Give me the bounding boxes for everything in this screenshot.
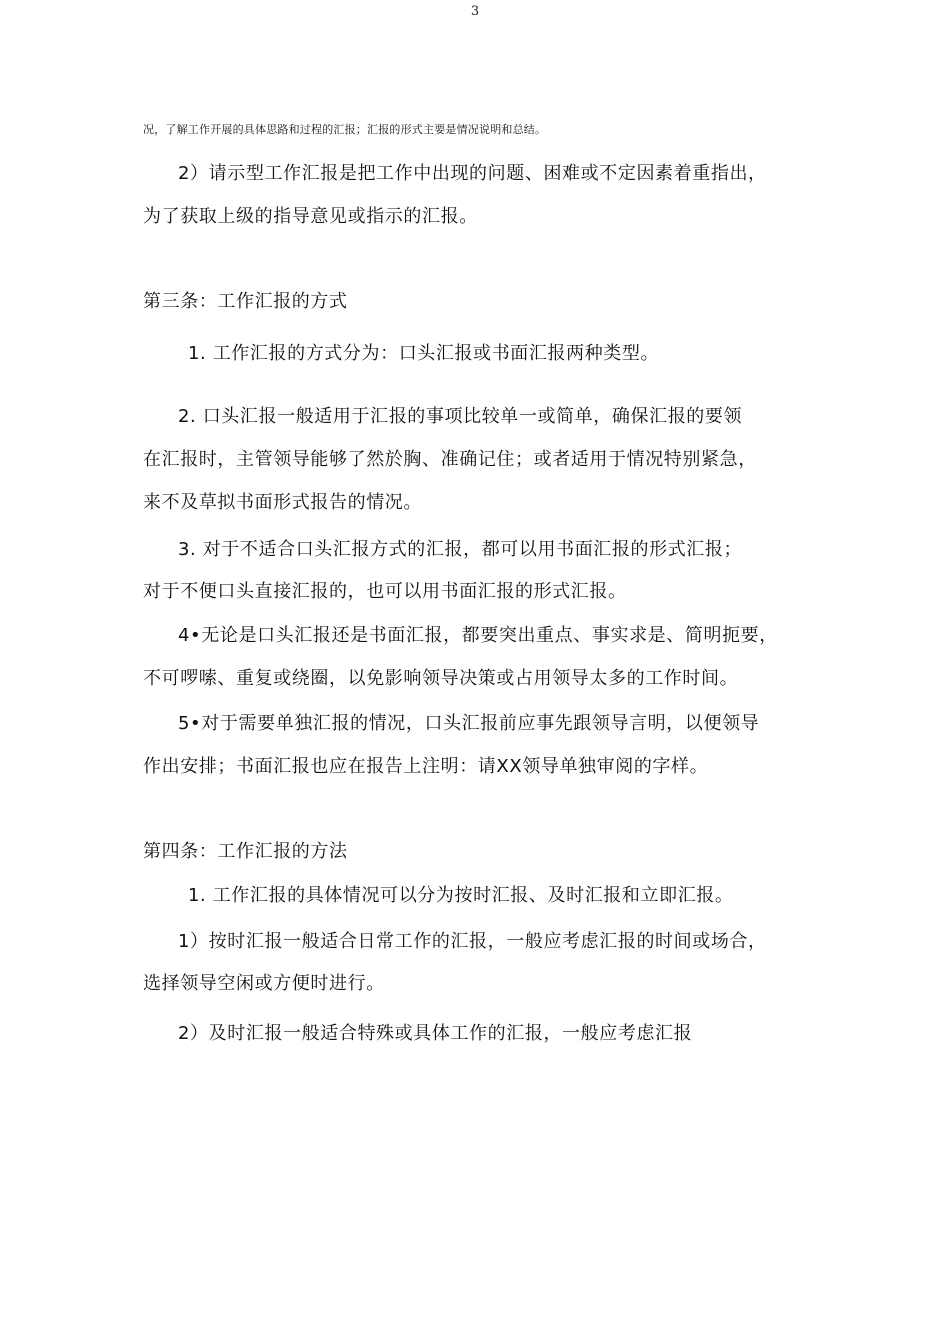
article-3-item-3-line-2: 对于不便口头直接汇报的，也可以用书面汇报的形式汇报。 <box>143 581 627 602</box>
page-number: 3 <box>470 4 480 19</box>
article-3-heading: 第三条：工作汇报的方式 <box>143 291 348 312</box>
article-4-sub-1-line-2: 选择领导空闲或方便时进行。 <box>143 973 385 994</box>
article-3-item-4-line-1: 4•无论是口头汇报还是书面汇报，都要突出重点、事实求是、简明扼要， <box>178 625 778 646</box>
article-3-item-2-line-1: 2. 口头汇报一般适用于汇报的事项比较单一或简单，确保汇报的要领 <box>178 406 743 427</box>
article-3-item-5-line-2: 作出安排；书面汇报也应在报告上注明：请XX领导单独审阅的字样。 <box>143 756 709 777</box>
article-3-item-3-line-1: 3. 对于不适合口头汇报方式的汇报，都可以用书面汇报的形式汇报； <box>178 539 743 560</box>
article-4-item-1: 1. 工作汇报的具体情况可以分为按时汇报、及时汇报和立即汇报。 <box>188 885 734 906</box>
article-4-heading: 第四条：工作汇报的方法 <box>143 841 348 862</box>
article-3-item-2-line-2: 在汇报时，主管领导能够了然於胸、准确记住；或者适用于情况特别紧急， <box>143 449 757 470</box>
article-3-item-1: 1. 工作汇报的方式分为：口头汇报或书面汇报两种类型。 <box>188 343 660 364</box>
paragraph-2-line-1: 2）请示型工作汇报是把工作中出现的问题、困难或不定因素着重指出， <box>178 163 767 184</box>
article-4-sub-2-line-1: 2）及时汇报一般适合特殊或具体工作的汇报，一般应考虑汇报 <box>178 1023 693 1044</box>
article-3-item-4-line-2: 不可啰嗦、重复或绕圈，以免影响领导决策或占用领导太多的工作时间。 <box>143 668 739 689</box>
article-3-item-5-line-1: 5•对于需要单独汇报的情况，口头汇报前应事先跟领导言明，以便领导 <box>178 713 760 734</box>
paragraph-2-line-2: 为了获取上级的指导意见或指示的汇报。 <box>143 206 478 227</box>
carryover-line: 况，了解工作开展的具体思路和过程的汇报；汇报的形式主要是情况说明和总结。 <box>143 123 547 136</box>
article-3-item-2-line-3: 来不及草拟书面形式报告的情况。 <box>143 492 422 513</box>
article-4-sub-1-line-1: 1）按时汇报一般适合日常工作的汇报，一般应考虑汇报的时间或场合， <box>178 931 767 952</box>
